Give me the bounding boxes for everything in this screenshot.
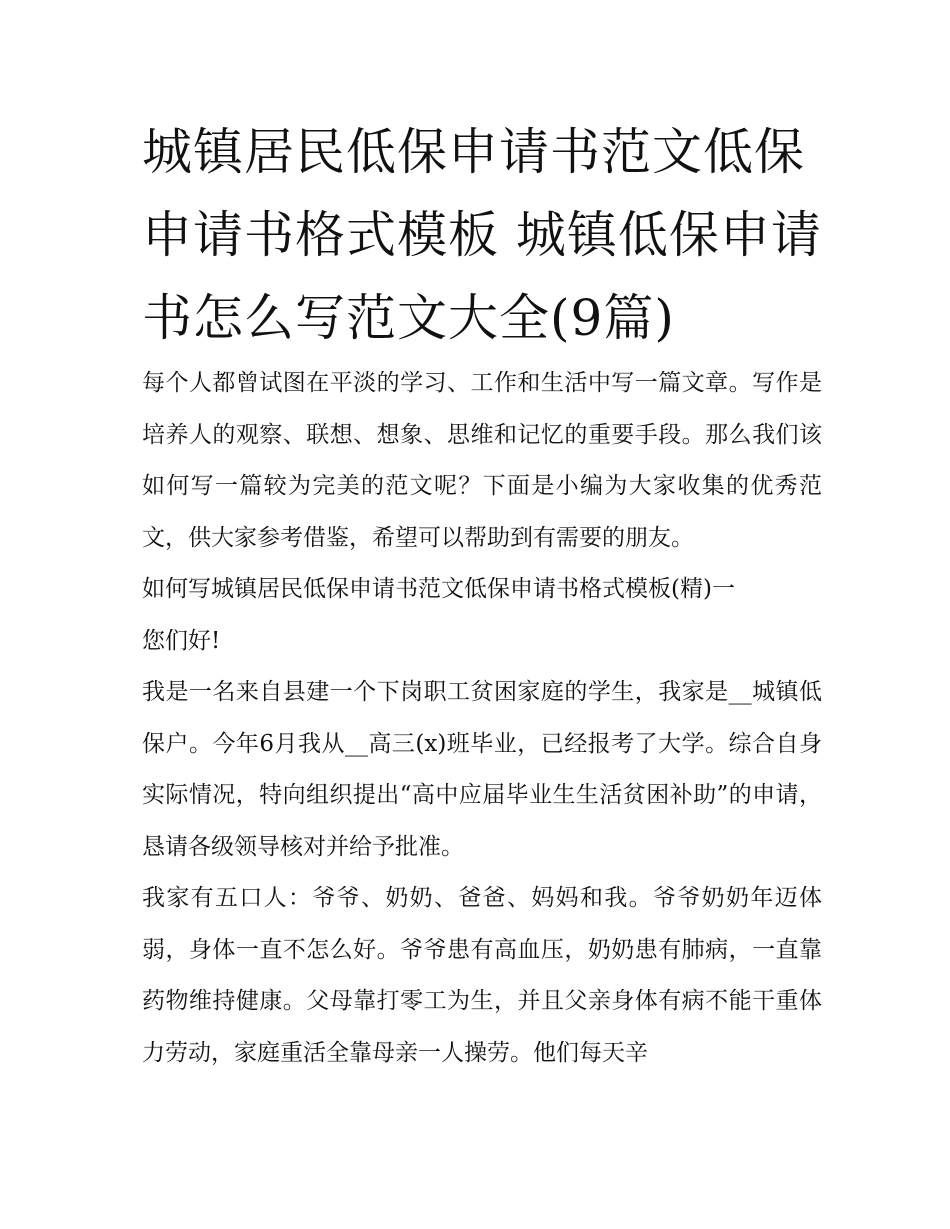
body-paragraph: 我是一名来自县建一个下岗职工贫困家庭的学生，我家是__城镇低保户。今年6月我从__高三(x)班毕业，已经报考了大学。综合自身实际情况，特向组织提出“高中应届毕业生生活贫困补助”的申请，恳请各级领导核对并给予批准。 [142, 679, 822, 860]
body-paragraph: 我家有五口人：爷爷、奶奶、爸爸、妈妈和我。爷爷奶奶年迈体弱，身体一直不怎么好。爷爷患有高血压，奶奶患有肺病，一直靠药物维持健康。父母靠打零工为生，并且父亲身体有病不能干重体力劳动，家庭重活全靠母亲一人操劳。他们每天辛 [142, 885, 822, 1066]
section-heading: 如何写城镇居民低保申请书范文低保申请书格式模板(精)一 [142, 576, 735, 602]
document-title: 城镇居民低保申请书范文低保申请书格式模板 城镇低保申请书怎么写范文大全(9篇) [142, 123, 822, 347]
intro-paragraph: 每个人都曾试图在平淡的学习、工作和生活中写一篇文章。写作是培养人的观察、联想、想象、思维和记忆的重要手段。那么我们该如何写一篇较为完美的范文呢？下面是小编为大家收集的优秀范文，供大家参考借鉴，希望可以帮助到有需要的朋友。 [142, 370, 822, 551]
document-body [142, 358, 822, 1079]
salutation: 您们好! [142, 627, 221, 654]
